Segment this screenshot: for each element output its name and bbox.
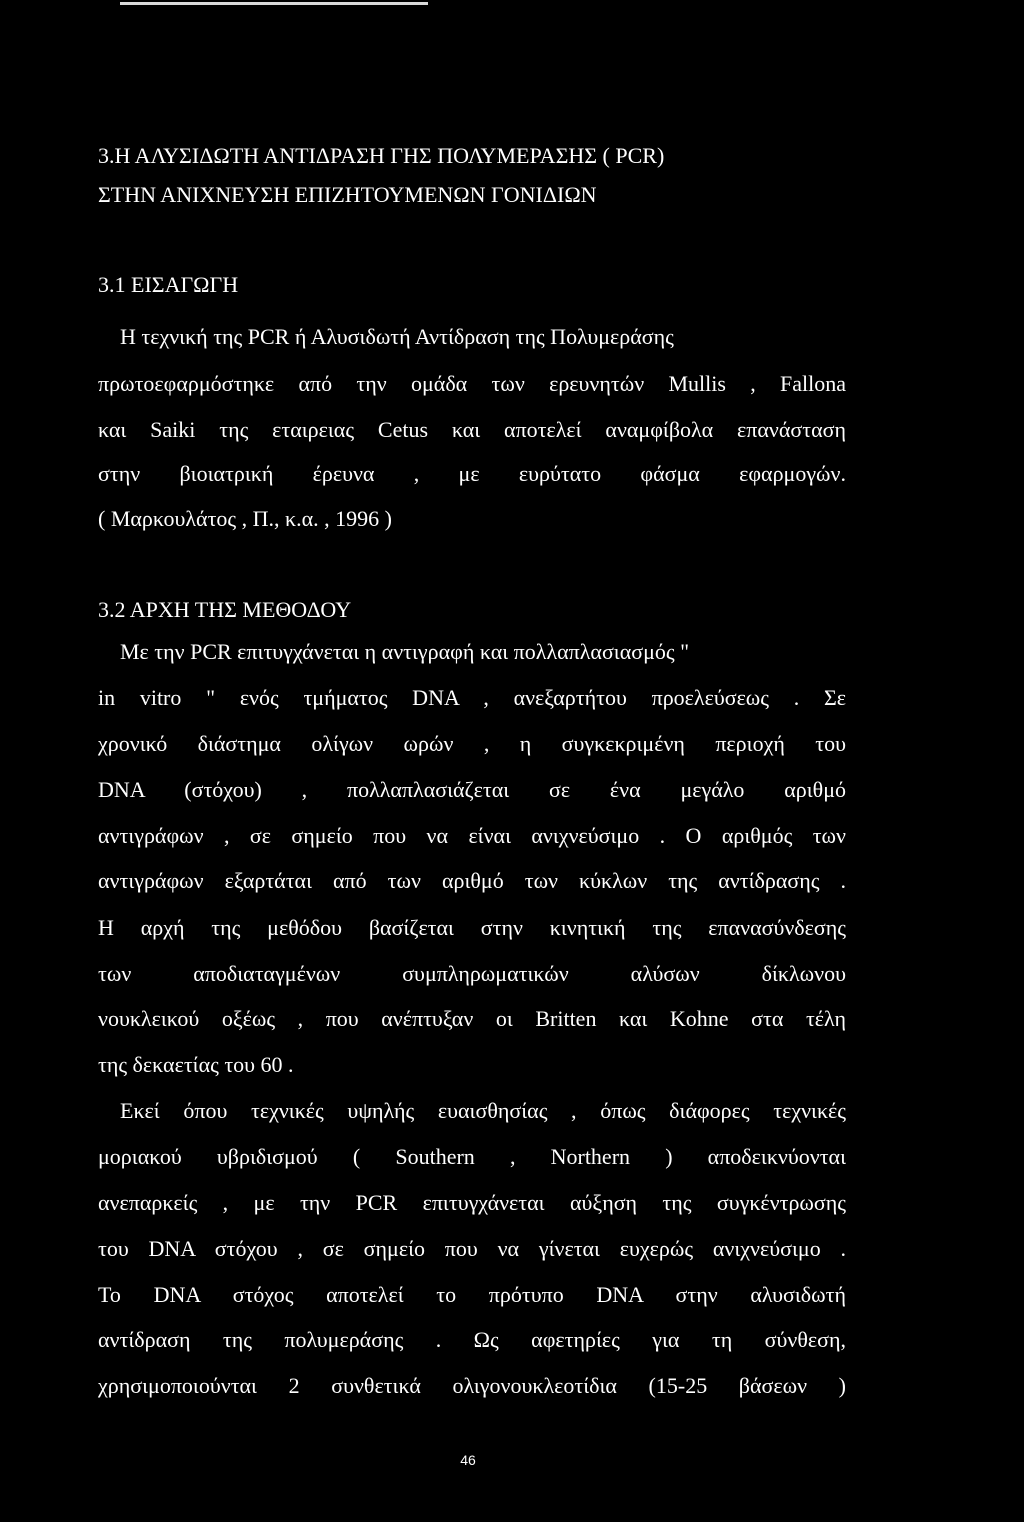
section-2-line-16: αντίδραση της πολυμεράσης . Ως αφετηρίες για τη σύνθεση,: [98, 1327, 846, 1352]
section-1-line-1: Η τεχνική της PCR ή Αλυσιδωτή Αντίδραση της Πολυμεράσης: [120, 324, 674, 349]
section-1-line-2: πρωτοεφαρμόστηκε από την ομάδα των ερευνητών Mullis , Fallona: [98, 371, 846, 396]
section-1-line-3: και Saiki της εταιρειας Cetus και αποτελεί αναμφίβολα επανάσταση: [98, 417, 846, 442]
section-2-line-10: της δεκαετίας του 60 .: [98, 1052, 294, 1077]
section-2-line-13: ανεπαρκείς , με την PCR επιτυγχάνεται αύξηση της συγκέντρωσης: [98, 1190, 846, 1215]
section-2-line-3: χρονικό διάστημα ολίγων ωρών , η συγκεκριμένη περιοχή του: [98, 731, 846, 756]
section-2-line-5: αντιγράφων , σε σημείο που να είναι ανιχνεύσιμο . Ο αριθμός των: [98, 823, 846, 848]
top-rule: [120, 2, 428, 5]
chapter-title-line-1: 3.Η ΑΛΥΣΙΔΩΤΗ ΑΝΤΙΔΡΑΣΗ ΓΗΣ ΠΟΛΥΜΕΡΑΣΗΣ ( PCR): [98, 143, 665, 168]
section-2-line-9: νουκλεικού οξέως , που ανέπτυξαν οι Britten και Kohne στα τέλη: [98, 1006, 846, 1031]
section-2-line-8: των αποδιαταγμένων συμπληρωματικών αλύσων δίκλωνου: [98, 961, 846, 986]
section-2-line-2: in vitro " ενός τμήματος DNA , ανεξαρτήτου προελεύσεως . Σε: [98, 685, 846, 710]
section-2-line-12: μοριακού υβριδισμού ( Southern , Northern ) αποδεικνύονται: [98, 1144, 846, 1169]
section-2-line-11: Εκεί όπου τεχνικές υψηλής ευαισθησίας , όπως διάφορες τεχνικές: [120, 1098, 846, 1123]
chapter-title-line-2: ΣΤΗΝ ΑΝΙΧΝΕΥΣΗ ΕΠΙΖΗΤΟΥΜΕΝΩΝ ΓΟΝΙΔΙΩΝ: [98, 182, 597, 207]
section-1-line-4: στην βιοιατρική έρευνα , με ευρύτατο φάσμα εφαρμογών.: [98, 461, 846, 486]
section-2-line-17: χρησιμοποιούνται 2 συνθετικά ολιγονουκλεοτίδια (15-25 βάσεων ): [98, 1373, 846, 1398]
section-1-heading: 3.1 ΕΙΣΑΓΩΓΗ: [98, 272, 239, 297]
section-2-line-4: DNA (στόχου) , πολλαπλασιάζεται σε ένα μεγάλο αριθμό: [98, 777, 846, 802]
section-1-citation: ( Μαρκουλάτος , Π., κ.α. , 1996 ): [98, 506, 392, 531]
section-2-heading: 3.2 ΑΡΧΗ ΤΗΣ ΜΕΘΟΔΟΥ: [98, 597, 352, 622]
section-2-line-7: Η αρχή της μεθόδου βασίζεται στην κινητική της επανασύνδεσης: [98, 915, 846, 940]
section-2-line-15: Το DNA στόχος αποτελεί το πρότυπο DNA στην αλυσιδωτή: [98, 1282, 846, 1307]
page-number: 46: [460, 1452, 476, 1468]
section-2-line-6: αντιγράφων εξαρτάται από των αριθμό των κύκλων της αντίδρασης .: [98, 868, 846, 893]
section-2-line-14: του DNA στόχου , σε σημείο που να γίνεται ευχερώς ανιχνεύσιμο .: [98, 1236, 846, 1261]
section-2-line-1: Με την PCR επιτυγχάνεται η αντιγραφή και πολλαπλασιασμός ": [120, 639, 690, 664]
